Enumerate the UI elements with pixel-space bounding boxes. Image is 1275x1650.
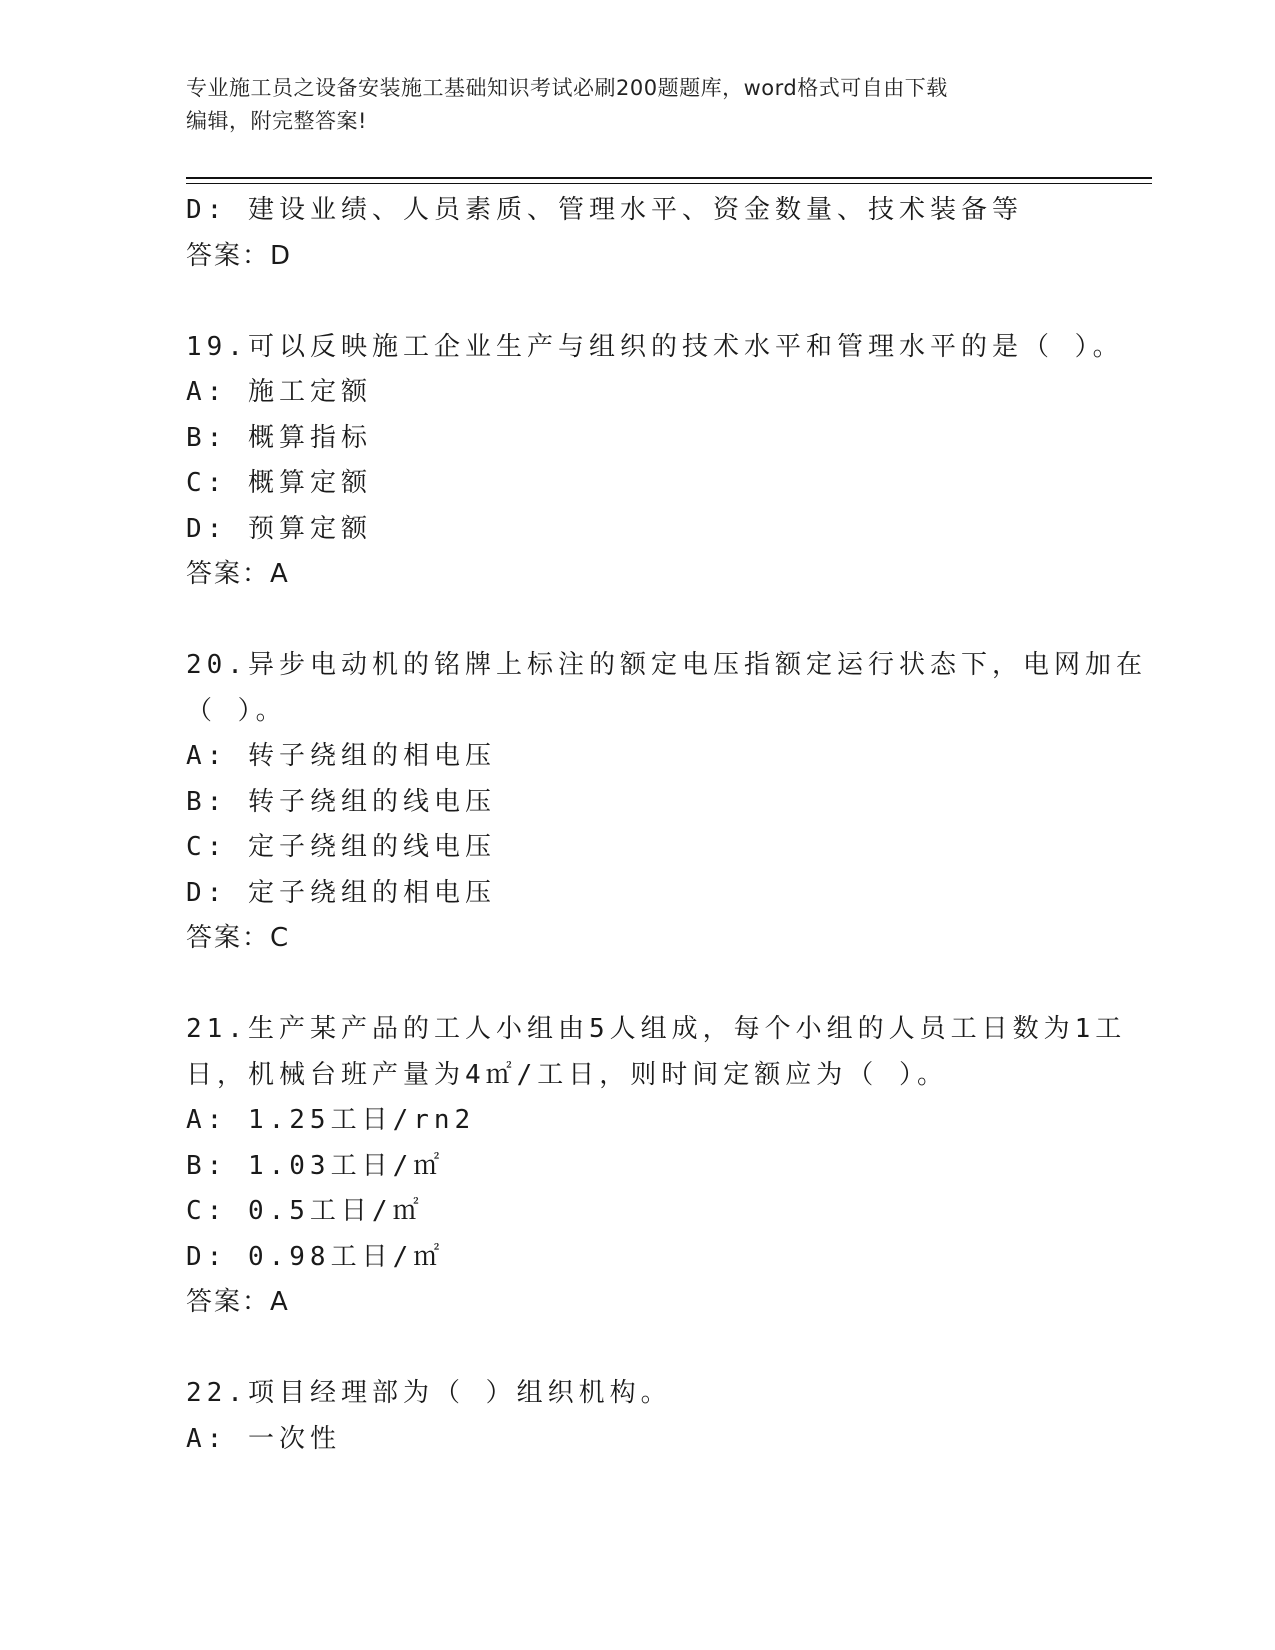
question-19-answer: 答案：A [186,559,290,589]
question-19-option-c: C: 概算定额 [186,468,372,498]
question-20-stem-line1: 20.异步电动机的铭牌上标注的额定电压指额定运行状态下，电网加在 [186,650,1147,680]
header-divider-thin [186,183,1152,184]
question-21-stem-line2: 日，机械台班产量为4㎡/工日，则时间定额应为（ ）。 [186,1059,948,1090]
header-title-line2: 编辑，附完整答案! [186,109,367,133]
header-divider-thick [186,177,1152,179]
question-19-option-b: B: 概算指标 [186,422,372,453]
prev-answer: 答案：D [186,240,293,271]
question-20-option-c: C: 定子绕组的线电压 [186,832,496,862]
question-21-option-b: B: 1.03工日/㎡ [186,1150,445,1181]
question-list [186,188,1147,1462]
question-22-stem: 22.项目经理部为（ ）组织机构。 [186,1378,672,1408]
question-20-stem-line2: （ ）。 [186,695,287,726]
question-20-option-d: D: 定子绕组的相电压 [186,877,496,908]
question-21-option-a: A: 1.25工日/rn2 [186,1105,476,1135]
question-22-option-a: A: 一次性 [186,1423,341,1454]
question-21-option-c: C: 0.5工日/㎡ [186,1196,424,1226]
question-19-option-a: A: 施工定额 [186,377,372,407]
document-header [186,72,1066,138]
question-21-answer: 答案：A [186,1287,290,1317]
question-19-option-d: D: 预算定额 [186,513,372,544]
question-20-option-b: B: 转子绕组的线电压 [186,786,496,817]
question-20-option-a: A: 转子绕组的相电压 [186,741,496,771]
question-21-stem-line1: 21.生产某产品的工人小组由5人组成，每个小组的人员工日数为1工 [186,1014,1127,1044]
question-20-answer: 答案：C [186,923,291,953]
prev-option-d: D: 建设业绩、人员素质、管理水平、资金数量、技术装备等 [186,195,1023,225]
question-19-stem: 19.可以反映施工企业生产与组织的技术水平和管理水平的是（ ）。 [186,331,1124,362]
question-21-option-d: D: 0.98工日/㎡ [186,1241,445,1272]
header-title-line1: 专业施工员之设备安装施工基础知识考试必刷200题题库，word格式可自由下载 [186,76,948,100]
